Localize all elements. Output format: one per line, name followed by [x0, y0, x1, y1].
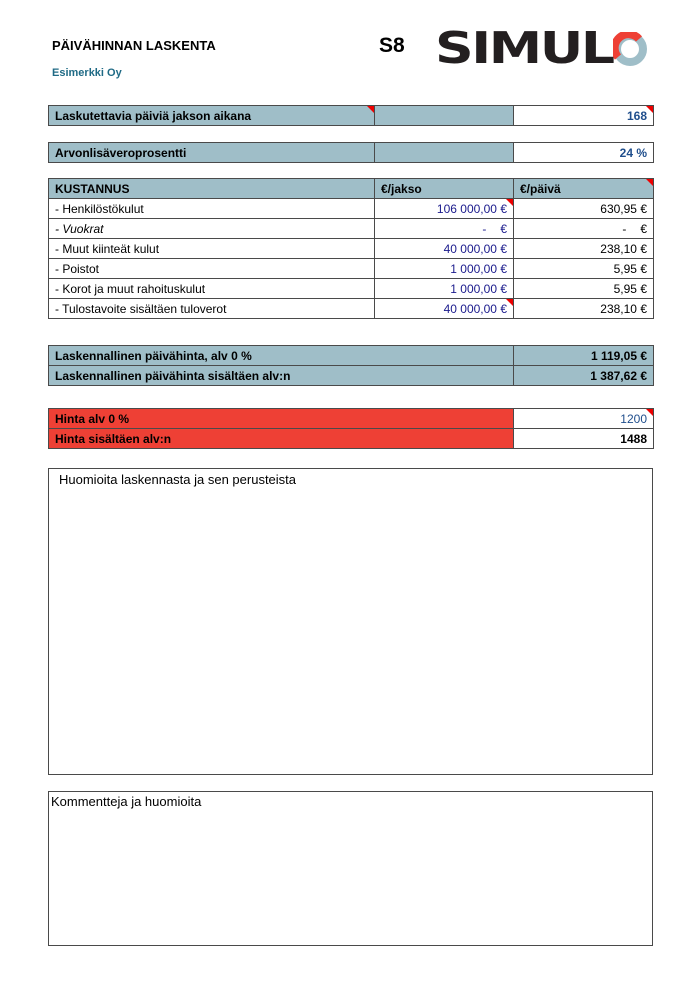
- cost-label: - Vuokrat: [49, 219, 375, 239]
- billable-days-table: [48, 105, 654, 126]
- logo-text: SIMUL: [435, 23, 613, 74]
- table-row: [49, 279, 654, 299]
- comments-label: Kommentteja ja huomioita: [51, 794, 202, 809]
- cost-label: - Henkilöstökulut: [49, 199, 375, 219]
- cost-table: [48, 178, 654, 319]
- cost-per-day: 5,95 €: [514, 279, 654, 299]
- cost-per-day: 238,10 €: [514, 239, 654, 259]
- calculated-price-table: [48, 345, 654, 386]
- calc-price-ex-vat-value: 1 119,05 €: [514, 346, 654, 366]
- cost-period-input[interactable]: 106 000,00 €: [375, 199, 514, 219]
- billable-days-label: Laskutettavia päiviä jakson aikana: [49, 106, 375, 126]
- cost-period-input[interactable]: 1 000,00 €: [375, 279, 514, 299]
- empty-cell: [375, 143, 514, 163]
- page-title: PÄIVÄHINNAN LASKENTA: [52, 38, 216, 53]
- unit: €: [500, 221, 507, 236]
- cost-period-input[interactable]: 1 000,00 €: [375, 259, 514, 279]
- price-inc-vat-label: Hinta sisältäen alv:n: [49, 429, 514, 449]
- comments-box[interactable]: [48, 791, 653, 946]
- cost-label: - Muut kiinteät kulut: [49, 239, 375, 259]
- vat-input[interactable]: 24 %: [514, 143, 654, 163]
- price-ex-vat-label: Hinta alv 0 %: [49, 409, 514, 429]
- empty-cell: [375, 106, 514, 126]
- notes-box[interactable]: [48, 468, 653, 775]
- simulo-logo: [435, 23, 613, 74]
- table-row: [49, 199, 654, 219]
- cost-period-input[interactable]: [375, 219, 514, 239]
- header-per-period: €/jakso: [375, 179, 514, 199]
- dash: -: [482, 221, 487, 236]
- cost-per-day: 5,95 €: [514, 259, 654, 279]
- vat-table: [48, 142, 654, 163]
- billable-days-input[interactable]: 168: [514, 106, 654, 126]
- calc-price-ex-vat-label: Laskennallinen päivähinta, alv 0 %: [49, 346, 514, 366]
- calc-price-inc-vat-value: 1 387,62 €: [514, 366, 654, 386]
- price-table: [48, 408, 654, 449]
- table-row: [49, 219, 654, 239]
- unit: €: [640, 221, 647, 236]
- cost-label: - Tulostavoite sisältäen tuloverot: [49, 299, 375, 319]
- cost-per-day: [514, 219, 654, 239]
- dash: -: [622, 221, 627, 236]
- logo-o-icon: [613, 32, 647, 66]
- notes-label: Huomioita laskennasta ja sen perusteista: [59, 472, 297, 487]
- cost-label: - Korot ja muut rahoituskulut: [49, 279, 375, 299]
- table-row: [49, 259, 654, 279]
- vat-label: Arvonlisäveroprosentti: [49, 143, 375, 163]
- sheet-code: S8: [379, 34, 405, 57]
- table-row: [49, 299, 654, 319]
- table-row: [49, 239, 654, 259]
- cost-period-input[interactable]: 40 000,00 €: [375, 239, 514, 259]
- cost-per-day: 238,10 €: [514, 299, 654, 319]
- header-cost: KUSTANNUS: [49, 179, 375, 199]
- cost-label: - Poistot: [49, 259, 375, 279]
- header-per-day: €/päivä: [514, 179, 654, 199]
- price-ex-vat-input[interactable]: 1200: [514, 409, 654, 429]
- calc-price-inc-vat-label: Laskennallinen päivähinta sisältäen alv:n: [49, 366, 514, 386]
- company-name: Esimerkki Oy: [52, 67, 122, 79]
- cost-period-input[interactable]: 40 000,00 €: [375, 299, 514, 319]
- cost-header-row: [49, 179, 654, 199]
- price-inc-vat-value: 1488: [514, 429, 654, 449]
- cost-per-day: 630,95 €: [514, 199, 654, 219]
